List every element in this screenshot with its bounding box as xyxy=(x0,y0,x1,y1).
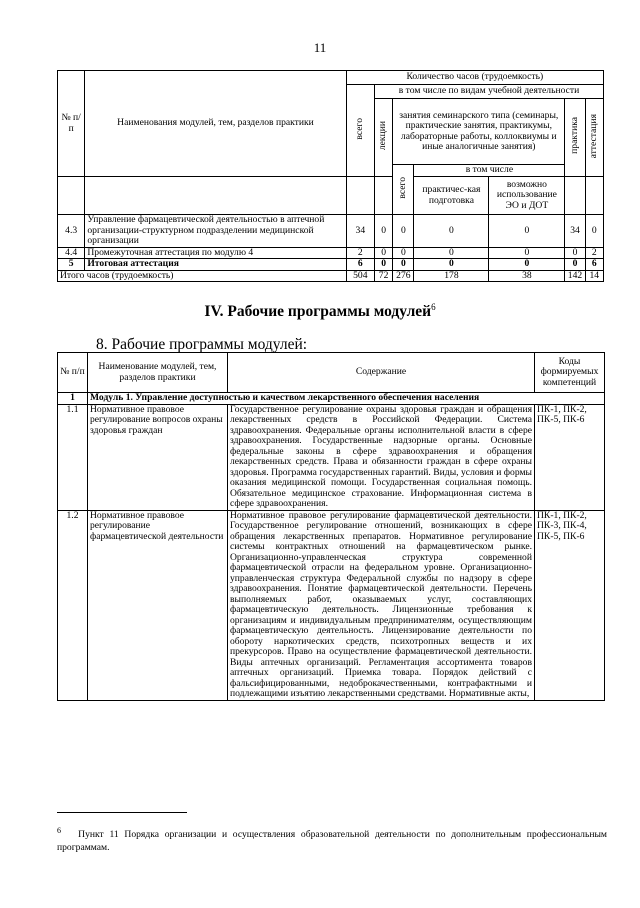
header-total: всего xyxy=(346,85,374,177)
row-num: 5 xyxy=(58,259,85,271)
header-hours-caption: Количество часов (трудоемкость) xyxy=(346,71,603,85)
table-row xyxy=(58,404,605,510)
table-row xyxy=(58,215,604,248)
hours-table xyxy=(57,70,604,282)
header-seminars-total: всего xyxy=(393,165,414,215)
row-name: Нормативное правовое регулирование вопросов охраны здоровья граждан xyxy=(88,404,228,510)
row-num: 1.2 xyxy=(58,510,88,700)
header-attestation: аттестация xyxy=(585,99,603,177)
total-practical: 178 xyxy=(414,270,489,282)
row-num: 4.3 xyxy=(58,215,85,248)
footnote-mark: 6 xyxy=(57,826,61,835)
module-row xyxy=(58,393,605,405)
table-row xyxy=(58,259,604,271)
total-label: Итого часов (трудоемкость) xyxy=(58,270,347,282)
table-row xyxy=(58,510,605,700)
subheading: 8. Рабочие программы модулей: xyxy=(96,336,308,353)
total-sem-total: 276 xyxy=(393,270,414,282)
header-name: Наименования модулей, тем, разделов практики xyxy=(85,71,346,177)
row-practical: 0 xyxy=(414,259,489,271)
programs-table xyxy=(57,352,605,701)
row-content: Государственное регулирование охраны здоровья граждан и обращения лекарственных средств в Российской Федерации. Система здравоохранения. Федеральные органы исполнительной власти в сфере здравоохранения. Государственные надзорные органы. Основные федеральные законы в сфере здравоохранения и обращения лекарственных средств. Права и обязанности граждан в сфере охраны здоровья. Программа государственных гарантий. Виды, условия и формы оказания медицинской помощи. Государственная социальная помощь. Обязательное медицинское страхование. Информационная система в сфере здравоохранения. xyxy=(228,404,535,510)
row-name: Нормативное правовое регулирование фармацевтической деятельности xyxy=(88,510,228,700)
row-eo: 0 xyxy=(489,259,565,271)
module-title: Модуль 1. Управление доступностью и качеством лекарственного обеспечения населения xyxy=(88,393,605,405)
header-content: Содержание xyxy=(228,353,535,393)
row-total: 34 xyxy=(346,215,374,248)
header-name: Наименование модулей, тем, разделов практики xyxy=(88,353,228,393)
row-codes: ПК-1, ПК-2, ПК-5, ПК-6 xyxy=(535,404,605,510)
row-eo: 0 xyxy=(489,215,565,248)
row-name: Управление фармацевтической деятельностью в аптечной организации-структурном подразделении медицинской организации xyxy=(85,215,346,248)
row-attestation: 0 xyxy=(585,215,603,248)
total-row xyxy=(58,270,604,282)
row-practical: 0 xyxy=(414,215,489,248)
header-practice: практика xyxy=(565,99,585,177)
module-num: 1 xyxy=(58,393,88,405)
row-total: 2 xyxy=(346,247,374,259)
row-name: Промежуточная аттестация по модулю 4 xyxy=(85,247,346,259)
row-content: Нормативное правовое регулирование фармацевтической деятельности. Государственное регулирование отношений, возникающих в сфере обращения лекарственных препаратов. Нормативное регулирование системы контрактных отношений на фармацевтическом рынке. Организационно-управленческая структура современной фармацевтической отрасли на федеральном уровне. Организационно-управленческая структура Федеральной службы по надзору в сфере здравоохранения. Понятие фармацевтической деятельности. Перечень выполняемых работ, оказываемых услуг, составляющих фармацевтическую деятельность. Лицензионные требования к организациям и индивидуальным предпринимателям, осуществляющим фармацевтическую деятельность. Лицензирование деятельности по обороту наркотических средств, психотропных веществ и их прекурсоров. Право на осуществление фармацевтической деятельности. Виды аптечных организаций. Регламентация ассортимента товаров аптечных организаций. Приемка товара. Порядок действий с фальсифицированными, недоброкачественными, контрафактными и подлежащими изъятию лекарственными средствами. Нормативные акты, xyxy=(228,510,535,700)
section-heading: IV. Рабочие программы модулей$^6$ xyxy=(204,302,436,321)
header-practical-training: практичес-кая подготовка xyxy=(414,177,489,215)
total-eo: 38 xyxy=(489,270,565,282)
row-practice: 0 xyxy=(565,259,585,271)
row-eo: 0 xyxy=(489,247,565,259)
row-lectures: 0 xyxy=(374,215,392,248)
row-practice: 34 xyxy=(565,215,585,248)
header-num: № п/п xyxy=(58,71,85,177)
header-including: в том числе xyxy=(414,165,565,177)
row-num: 4.4 xyxy=(58,247,85,259)
row-num: 1.1 xyxy=(58,404,88,510)
row-lectures: 0 xyxy=(374,259,392,271)
header-lectures: лекции xyxy=(374,99,392,177)
row-lectures: 0 xyxy=(374,247,392,259)
total-total: 504 xyxy=(346,270,374,282)
header-seminars: занятия семинарского типа (семинары, практические занятия, практикумы, лабораторные работы, коллоквиумы и иные аналогичные занятия) xyxy=(393,99,565,165)
row-total: 6 xyxy=(346,259,374,271)
row-sem-total: 0 xyxy=(393,259,414,271)
page-number: 11 xyxy=(313,40,327,55)
footnote xyxy=(57,824,607,854)
row-sem-total: 0 xyxy=(393,215,414,248)
row-practice: 0 xyxy=(565,247,585,259)
row-attestation: 6 xyxy=(585,259,603,271)
header-eo-dot: возможно использование ЭО и ДОТ xyxy=(489,177,565,215)
row-name: Итоговая аттестация xyxy=(85,259,346,271)
table-row xyxy=(58,247,604,259)
header-codes: Коды формируемых компетенций xyxy=(535,353,605,393)
header-including-activities: в том числе по видам учебной деятельности xyxy=(374,85,603,99)
total-practice: 142 xyxy=(565,270,585,282)
total-attestation: 14 xyxy=(585,270,603,282)
footnote-divider xyxy=(57,812,187,813)
row-practical: 0 xyxy=(414,247,489,259)
total-lectures: 72 xyxy=(374,270,392,282)
row-sem-total: 0 xyxy=(393,247,414,259)
header-num: № п/п xyxy=(58,353,88,393)
footnote-text: Пункт 11 Порядка организации и осуществления образовательной деятельности по дополнительным профессиональным программам. xyxy=(57,829,607,854)
footnote-ref[interactable]: 6 xyxy=(431,302,436,312)
row-attestation: 2 xyxy=(585,247,603,259)
row-codes: ПК-1, ПК-2, ПК-3, ПК-4, ПК-5, ПК-6 xyxy=(535,510,605,700)
